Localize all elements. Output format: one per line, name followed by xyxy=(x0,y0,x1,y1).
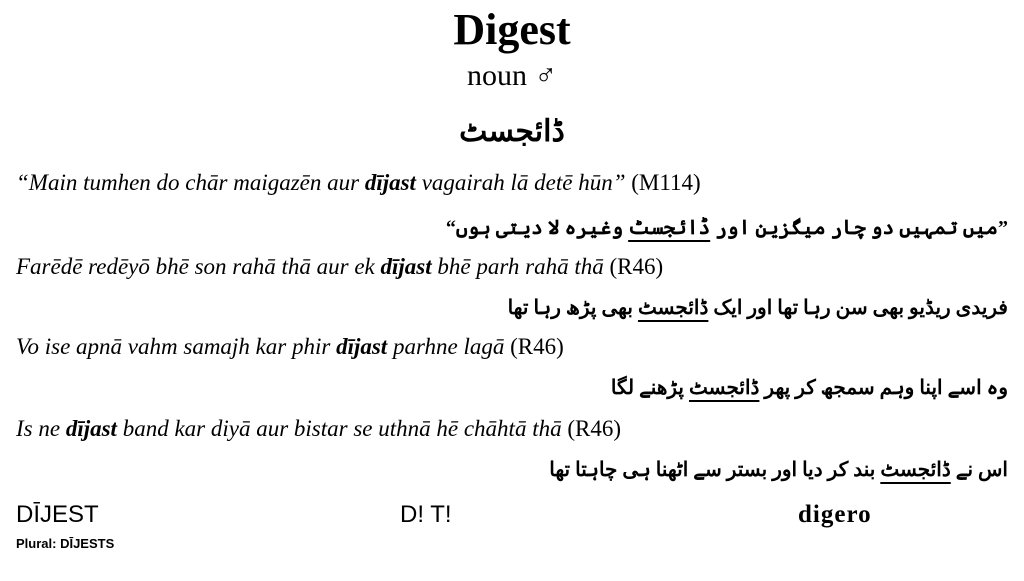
reference: (R46) xyxy=(510,334,564,359)
example-urdu-3 xyxy=(611,372,1008,404)
urdu-keyword: ڈائجسٹ xyxy=(637,297,709,319)
urdu-keyword: ڈائجسٹ xyxy=(628,217,711,239)
roman-text: “Main tumhen do chār maigazēn aur xyxy=(16,170,365,195)
urdu-text: فریدی ریڈیو بھی سن رہا تھا اور ایک xyxy=(708,297,1008,319)
urdu-text: اس نے xyxy=(950,459,1008,481)
urdu-text: بھی پڑھ رہا تھا xyxy=(507,297,638,319)
urdu-keyword: ڈائجسٹ xyxy=(880,459,951,481)
roman-text: parhne lagā xyxy=(387,334,505,359)
reference: (R46) xyxy=(609,254,664,279)
keyword: dījast xyxy=(380,254,432,279)
example-roman-1 xyxy=(16,168,701,198)
urdu-text: پڑھنے لگا xyxy=(610,377,689,399)
roman-text: Farēdē redēyō bhē son rahā thā aur ek xyxy=(16,254,381,279)
urdu-text: وہ اسے اپنا وہم سمجھ کر پھر xyxy=(759,377,1008,399)
headword: Digest xyxy=(453,5,571,54)
code-form: D! T! xyxy=(400,501,452,528)
keyword: dījast xyxy=(336,334,388,359)
roman-text: Is ne xyxy=(16,416,66,441)
reference: (M114) xyxy=(631,170,701,195)
urdu-text: بند کر دیا اور بستر سے اٹھنا ہی چاہتا تھا xyxy=(549,459,881,481)
transliterated-form: DĪJEST xyxy=(16,501,99,528)
reference: (R46) xyxy=(567,416,622,441)
roman-text: bhē parh rahā thā xyxy=(431,254,604,279)
example-roman-2 xyxy=(16,252,663,282)
roman-text: band kar diyā aur bistar se uthnā hē chāhtā thā xyxy=(116,416,562,441)
etymology-form: digero xyxy=(798,501,872,528)
example-urdu-2 xyxy=(508,292,1008,324)
example-roman-3 xyxy=(16,332,564,362)
roman-text: vagairah lā detē hūn” xyxy=(415,170,626,195)
roman-text: Vo ise apnā vahm samajh kar phir xyxy=(16,334,337,359)
urdu-text: ”میں تمہیں دو چار میگزین اور xyxy=(710,217,1008,239)
urdu-headword: ڈائجسٹ xyxy=(459,115,565,148)
urdu-text: وغیرہ لا دیتی ہوں“ xyxy=(445,217,629,239)
keyword: dījast xyxy=(364,170,416,195)
plural-form: Plural: DĪJESTS xyxy=(16,536,115,551)
example-roman-4 xyxy=(16,414,621,444)
example-urdu-4 xyxy=(549,454,1008,486)
part-of-speech: noun ♂ xyxy=(467,59,557,92)
example-urdu-1 xyxy=(446,212,1008,244)
urdu-keyword: ڈائجسٹ xyxy=(688,377,760,399)
keyword: dījast xyxy=(65,416,117,441)
